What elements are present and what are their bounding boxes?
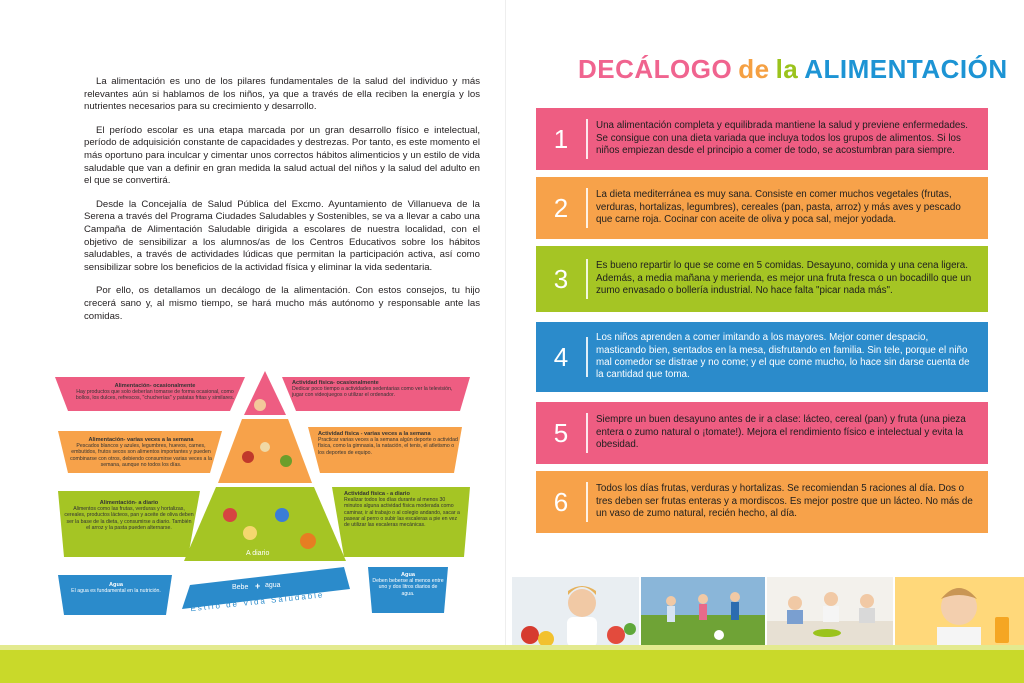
divider — [586, 188, 588, 228]
item-number: 4 — [553, 341, 569, 372]
act-semana-text: Practicar varias veces a la semana algún deporte o actividad física, como la gimnasia, la natación, el tenis, el atletismo o los deportes de equipo. — [318, 437, 458, 456]
item-number: 2 — [553, 192, 569, 223]
item-text: Una alimentación completa y equilibrada mantiene la salud y previene enfermedades. Se consigue con una dieta variada que incluya todos los grupos de alimentos. Si los niños empiezan desde el principio a comer de todo, se acostumbran para siempre. — [596, 120, 968, 157]
intro-paragraph-2: El período escolar es una etapa marcada por un gran desarrollo físico e intelectual, período de adquisición constante de capacidades y destrezas. Por tanto, es este momento el más oportuno para inculcar y cimentar unos correctos hábitos alimenticios y un estilo de vida saludable que van a definir en gran medida la salud actual del niños y la salud del adulto en el que se convertirá. — [84, 124, 480, 187]
family-meal-photo — [767, 577, 893, 647]
item-text: Todos los días frutas, verduras y hortalizas. Se recomiendan 5 raciones al día. Dos o tres deben ser frutas enteras y a mordiscos. Es mejor postre que un lácteo. No más de un vaso de zumo natural, recién hecho, al día. — [596, 483, 973, 520]
act-semana-title: Actividad física - varias veces a la semana — [318, 431, 431, 437]
intro-paragraph-3: Desde la Concejalía de Salud Pública del Excmo. Ayuntamiento de Villanueva de la Serena a través del Programa Ciudades Saludables y Sostenibles, se va a llevar a cabo una Campaña de Alimentación Saludable dirigida a escolares de nuestra localidad, con el objetivo de sensibilizar a los alumnos/as de los Centros Educativos sobre los hábitos saludables, a través de actividades lúdicas que permitan la participación activa, así como sensibilizar sobre los beneficios de la actividad física y eliminar la vida sedentaria. — [84, 198, 480, 273]
boy-eating-photo — [895, 577, 1024, 647]
bottom-bar — [0, 650, 1024, 683]
pyramid-top — [244, 371, 286, 415]
agua-right-block — [372, 572, 444, 597]
act-ocasional-title: Actividad física- ocasionalmente — [292, 380, 379, 386]
agua-left-title: Agua — [109, 582, 123, 588]
title-word-3: la — [775, 54, 799, 84]
item-text: Es bueno repartir lo que se come en 5 comidas. Desayuno, comida y una cena ligera. Además, a media mañana y merienda, es mejor una fruta fresca o un bocadillo que un zumo envasado o bollería industrial. No hace falta "picar nada más". — [596, 260, 972, 297]
plus-icon: + — [255, 581, 261, 591]
food-semana-block — [66, 437, 216, 468]
act-ocasional-text: Dedicar poco tiempo a actividades sedentarias como ver la televisión, jugar con videojuegos o utilizar el ordenador. — [292, 386, 453, 399]
food-ocasional-title: Alimentación- ocasionalmente — [114, 383, 196, 389]
food-icon — [223, 508, 237, 522]
decalogo-item — [536, 108, 988, 170]
item-number: 6 — [553, 486, 569, 517]
item-text: Los niños aprenden a comer imitando a los mayores. Mejor comer despacio, masticando bien, sentados en la mesa, disfrutando en familia. Sin tele, porque el niño mal comedor se distrae y no come; y el que come mucho, lo hace sin darse cuenta de la cantidad que toma. — [596, 332, 970, 381]
item-text: Siempre un buen desayuno antes de ir a clase: lácteo, cereal (pan) y fruta (una pieza entera o zumo natural o ¡tomate!). Mejora el rendimiento físico e intelectual y evita la obesidad. — [596, 414, 966, 451]
title-word-2: de — [738, 54, 770, 84]
agua-left-text: El agua es fundamental en la nutrición. — [71, 588, 161, 595]
divider — [586, 259, 588, 299]
child-figure-icon — [254, 399, 266, 411]
decalogo-item — [536, 246, 988, 312]
agua-label: agua — [265, 582, 281, 589]
bebe-label: Bebe — [232, 584, 249, 591]
food-semana-title: Alimentación- varias veces a la semana — [88, 437, 194, 443]
item-text: La dieta mediterránea es muy sana. Consiste en comer muchos vegetales (frutas, verduras, hortalizas, legumbres), cereales (pan, pasta, arroz) y más aves y pescado que carne roja. Cocinar con aceite de oliva y poca sal, mejor yodada. — [596, 189, 961, 226]
divider — [586, 119, 588, 159]
agua-left-block — [66, 582, 166, 594]
food-ocasional-text: Hay productos que solo deberían tomarse de forma ocasional, como bollos, los dulces, refrescos, "chucherías" y patatas fritas y similares. — [75, 389, 235, 402]
decalogo-item — [536, 322, 988, 392]
act-diario-block — [344, 491, 464, 528]
page-title — [578, 54, 1008, 85]
food-icon — [243, 526, 257, 540]
intro-text — [84, 76, 480, 334]
food-ocasional-block — [70, 383, 240, 402]
decalogo-item — [536, 471, 988, 533]
a-diario-label: A diario — [246, 550, 270, 557]
title-word-1: DECÁLOGO — [578, 54, 733, 84]
act-diario-title: Actividad física - a diario — [344, 491, 410, 497]
food-diario-block — [64, 500, 194, 531]
food-icon — [280, 455, 292, 467]
bicycle-icon — [300, 533, 316, 549]
divider — [586, 413, 588, 453]
decalogo-item — [536, 402, 988, 464]
estilo-label: Estilo de Vida Saludable — [190, 590, 325, 614]
item-number: 5 — [553, 417, 569, 448]
act-semana-block — [318, 431, 458, 456]
agua-right-title: Agua — [401, 572, 415, 578]
divider — [586, 337, 588, 377]
page-fold — [505, 0, 506, 645]
activity-icon — [275, 508, 289, 522]
ribbon-agua-left — [58, 575, 172, 615]
act-ocasional-block — [292, 380, 462, 399]
decalogo-item — [536, 177, 988, 239]
food-diario-text: Alimentos como las frutas, verduras y hortalizas, cereales, productos lácteos, pan y aceite de oliva deben ser la base de la dieta, y consumirse a diario. También el arroz y la pasta pueden alternarse. — [64, 506, 194, 531]
act-diario-text: Realizar todos los días durante al menos 30 minutos alguna actividad física moderada como caminar, ir al trabajo o al colegio andando, sacar a pasear al perro o subir las escaleras a pie en vez de utilizar las escaleras mecánicas. — [344, 497, 460, 529]
child-with-fruit-photo — [512, 577, 639, 647]
item-number: 1 — [553, 123, 569, 154]
food-semana-text: Pescados blancos y azules, legumbres, huevos, carnes, embutidos, frutos secos son alimentos importantes y pueden combinarse con otros, debiendo consumirse varias veces a la semana, aunque no todos los días. — [70, 443, 212, 468]
children-playing-photo — [641, 577, 765, 647]
food-icon — [242, 451, 254, 463]
food-diario-title: Alimentación- a diario — [99, 500, 159, 506]
title-word-4: ALIMENTACIÓN — [804, 54, 1008, 84]
food-icon — [260, 442, 270, 452]
divider — [586, 482, 588, 522]
agua-right-text: Deben beberse al menos entre uno y dos litros diarios de agua. — [372, 578, 444, 597]
intro-paragraph-1: La alimentación es uno de los pilares fundamentales de la salud del individuo y más relevantes aún si hablamos de los niños, ya que a través de ella reciben la energía y los nutrientes necesarios para su crecimiento y desarrollo. — [84, 76, 480, 113]
intro-paragraph-4: Por ello, os detallamos un decálogo de la alimentación. Con estos consejos, tu hijo crecerá sano y, al mismo tiempo, se hará mucho más autónomo y responsable ante las comidas. — [84, 285, 480, 322]
item-number: 3 — [553, 263, 569, 294]
